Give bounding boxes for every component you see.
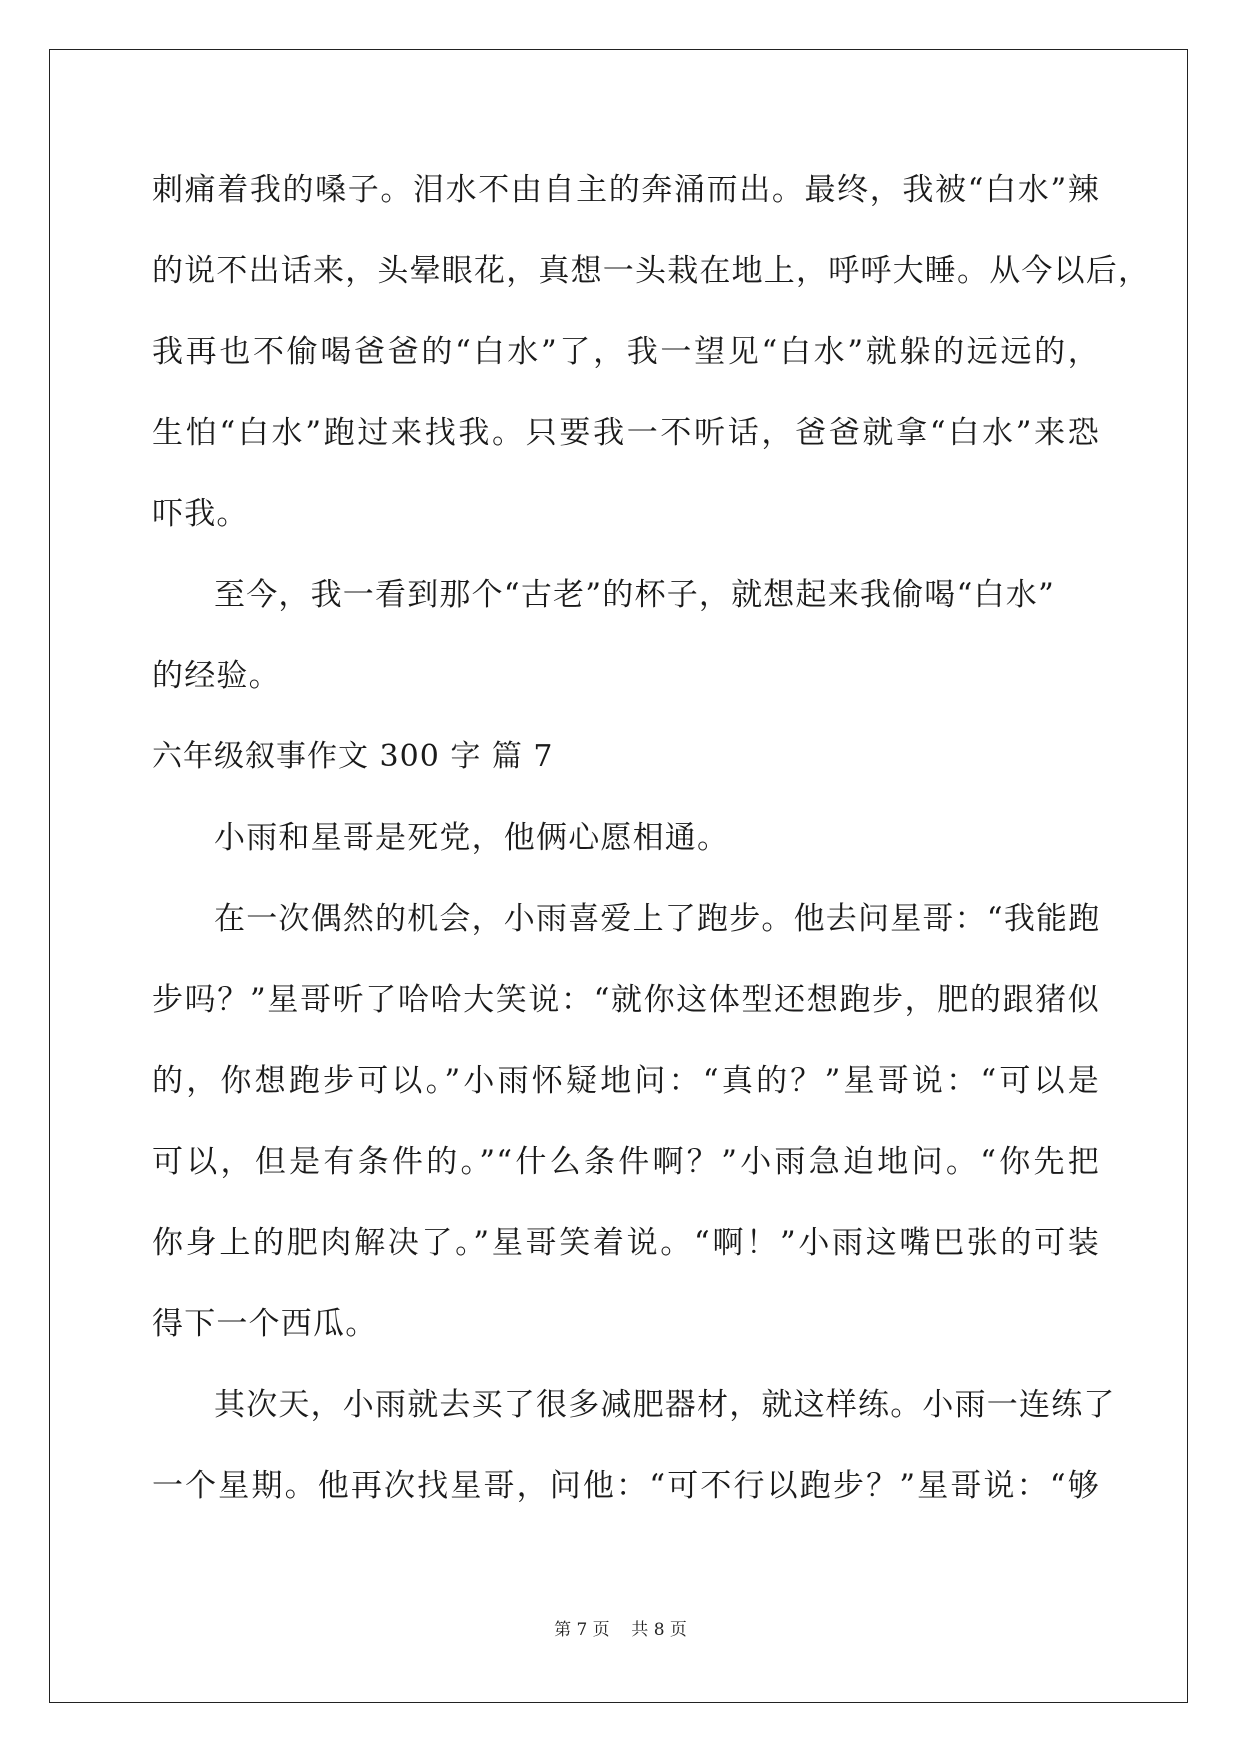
paragraph-line: 得下一个西瓜。: [152, 1306, 378, 1342]
paragraph-line: 刺痛着我的嗓子。泪水不由自主的奔涌而出。最终，我被“白水”辣: [152, 172, 1100, 208]
paragraph-line: 其次天，小雨就去买了很多减肥器材，就这样练。小雨一连练了: [214, 1387, 1116, 1423]
paragraph-line: 的经验。: [152, 658, 281, 694]
paragraph-line: 至今，我一看到那个“古老”的杯子，就想起来我偷喝“白水”: [214, 577, 1055, 613]
page-number-footer: 第 7 页 共 8 页: [554, 1620, 687, 1640]
paragraph-line: 小雨和星哥是死党，他俩心愿相通。: [214, 820, 730, 856]
section-heading: 六年级叙事作文 300 字 篇 7: [152, 739, 554, 774]
paragraph-line: 的，你想跑步可以。”小雨怀疑地问：“真的？”星哥说：“可以是: [152, 1063, 1100, 1099]
paragraph-line: 吓我。: [152, 496, 249, 532]
document-body: [152, 160, 1151, 1537]
paragraph-line: 我再也不偷喝爸爸的“白水”了，我一望见“白水”就躲的远远的，: [152, 334, 1100, 370]
paragraph-line: 步吗？”星哥听了哈哈大笑说：“就你这体型还想跑步，肥的跟猪似: [152, 982, 1100, 1018]
paragraph-line: 一个星期。他再次找星哥，问他：“可不行以跑步？”星哥说：“够: [152, 1468, 1100, 1504]
paragraph-line: 你身上的肥肉解决了。”星哥笑着说。“啊！”小雨这嘴巴张的可装: [152, 1225, 1100, 1261]
paragraph-line: 的说不出话来，头晕眼花，真想一头栽在地上，呼呼大睡。从今以后，: [152, 253, 1151, 289]
paragraph-line: 在一次偶然的机会，小雨喜爱上了跑步。他去问星哥：“我能跑: [214, 901, 1101, 937]
paragraph-line: 可以，但是有条件的。”“什么条件啊？”小雨急迫地问。“你先把: [152, 1144, 1100, 1180]
paragraph-line: 生怕“白水”跑过来找我。只要我一不听话，爸爸就拿“白水”来恐: [152, 415, 1100, 451]
